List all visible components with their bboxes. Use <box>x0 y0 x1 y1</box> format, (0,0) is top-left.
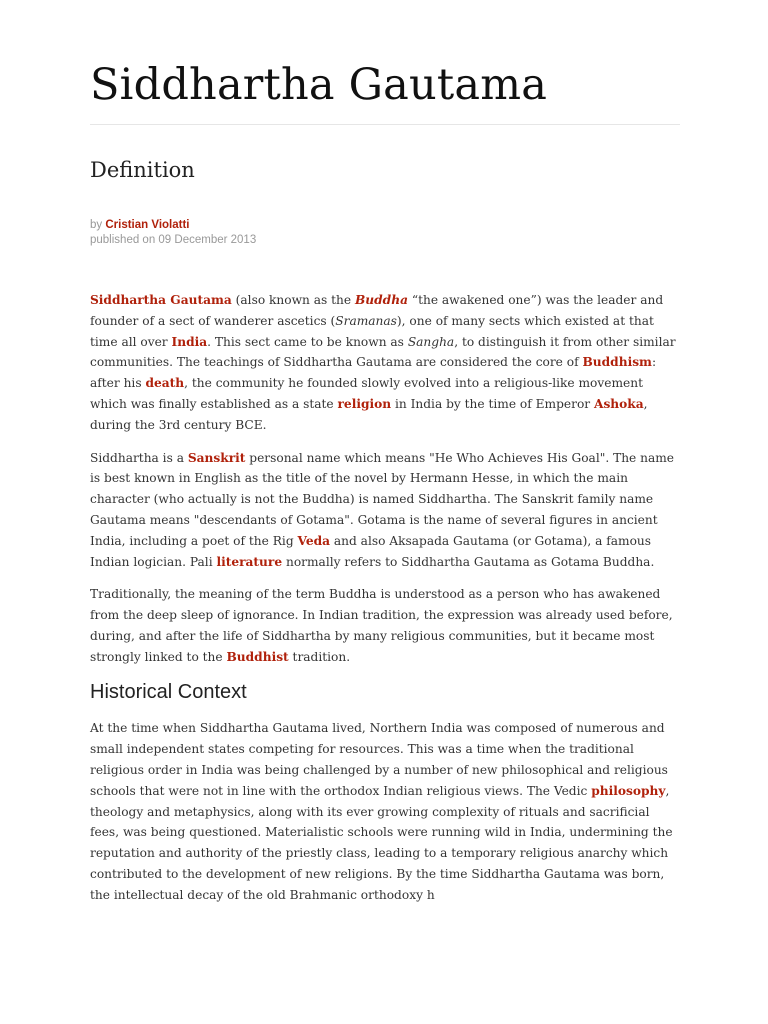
text: ), one of many sects which existed at that time all over <box>90 313 654 349</box>
by-prefix: by <box>90 219 106 231</box>
byline <box>90 218 256 248</box>
text: (also known as the <box>231 293 355 307</box>
text: and also Aksapada Gautama (or Gotama), a famous Indian logician. Pali <box>90 533 652 569</box>
link-siddhartha-gautama[interactable]: Siddhartha Gautama <box>90 293 232 307</box>
section-heading-historical-context: Historical Context <box>90 680 247 703</box>
text: tradition. <box>288 649 351 664</box>
text: . This sect came to be known as <box>207 334 408 349</box>
paragraph-name <box>90 448 680 573</box>
text: “the awakened one”) was the leader and founder of a sect of wanderer ascetics ( <box>90 293 664 328</box>
page-title: Siddhartha Gautama <box>90 60 548 110</box>
text: normally refers to Siddhartha Gautama as Gotama Buddha. <box>282 554 655 569</box>
paragraph-meaning <box>90 584 680 667</box>
paragraph-historical <box>90 718 680 905</box>
text: in India by the time of Emperor <box>391 396 594 411</box>
text: : after his <box>90 355 657 391</box>
text: , the community he founded slowly evolved into a religious-like movement which was finally established as a state <box>90 376 643 411</box>
text: Traditionally, the meaning of the term Buddha is understood as a person who has awakened from the deep sleep of ignorance. In Indian tradition, the expression was already used before, during, and after the life of Siddhartha by many religious communities, but it became most strongly linked to the <box>90 587 673 664</box>
published-date: published on 09 December 2013 <box>90 234 257 246</box>
link-literature[interactable]: literature <box>216 554 283 569</box>
link-buddhist[interactable]: Buddhist <box>226 649 289 664</box>
title-divider <box>90 124 680 125</box>
link-veda[interactable]: Veda <box>297 533 331 548</box>
link-ashoka[interactable]: Ashoka <box>593 396 644 411</box>
link-religion[interactable]: religion <box>337 396 392 411</box>
link-buddha[interactable]: Buddha <box>355 293 408 307</box>
link-sanskrit[interactable]: Sanskrit <box>187 450 246 465</box>
italic-term: Sramanas <box>335 313 397 328</box>
article-body <box>90 290 680 918</box>
link-death[interactable]: death <box>145 376 185 391</box>
author-link[interactable]: Cristian Violatti <box>105 219 190 231</box>
italic-term: Sangha <box>407 334 455 349</box>
author-line <box>90 218 256 233</box>
text: At the time when Siddhartha Gautama lived, Northern India was composed of numerous and small independent states competing for resources. This was a time when the traditional religious order in India was being challenged by a number of new philosophical and religious schools that were not in line with the orthodox Indian religious views. The Vedic <box>90 721 668 798</box>
link-buddhism[interactable]: Buddhism <box>582 355 652 370</box>
text: , during the 3rd century BCE. <box>90 396 648 432</box>
paragraph-intro <box>90 290 680 436</box>
text: , theology and metaphysics, along with its ever growing complexity of rituals and sacrificial fees, was being questioned. Materialistic schools were running wild in India, undermining the reputation and authority of the priestly class, leading to a temporary religious anarchy which contributed to the development of new religions. By the time Siddhartha Gautama was born, the intellectual decay of the old Brahmanic orthodoxy h <box>90 783 673 902</box>
link-philosophy[interactable]: philosophy <box>591 783 666 798</box>
text: personal name which means "He Who Achieves His Goal". The name is best known in English as the title of the novel by Hermann Hesse, in which the main character (who actually is not the Buddha) is named Siddhartha. The Sanskrit family name Gautama means "descendants of Gotama". Gotama is the name of several figures in ancient India, including a poet of the Rig <box>90 450 675 548</box>
text: Siddhartha is a <box>90 450 188 465</box>
link-india[interactable]: India <box>171 334 208 349</box>
text: , to distinguish it from other similar communities. The teachings of Siddhartha Gautama are considered the core of <box>90 334 676 370</box>
article-type-heading: Definition <box>90 158 195 182</box>
